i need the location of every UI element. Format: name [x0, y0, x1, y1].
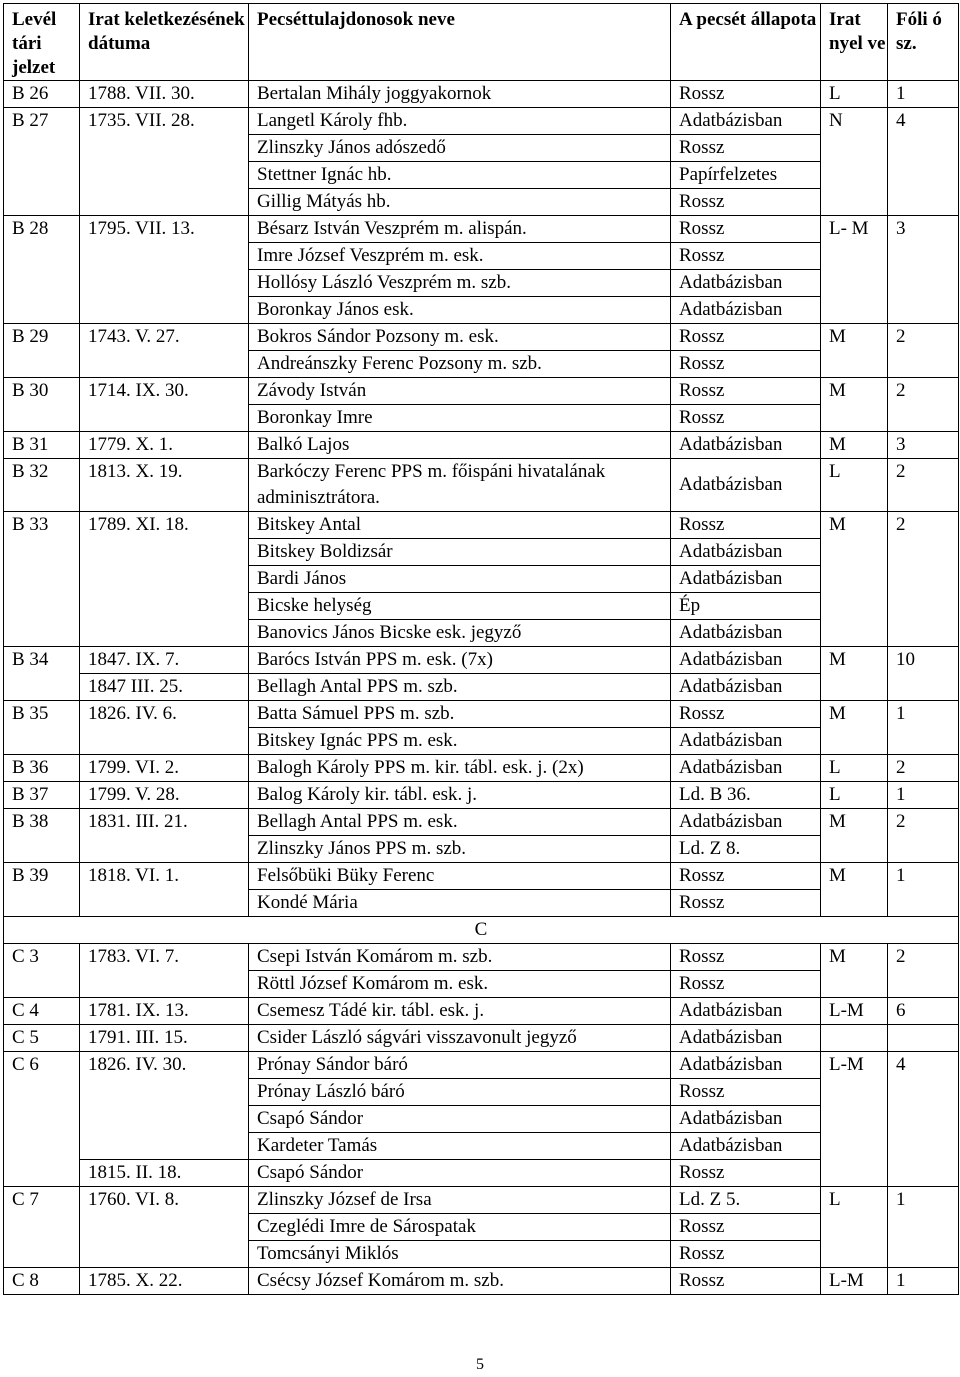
- cell-language: M: [821, 809, 888, 863]
- cell-seal-condition: Adatbázisban: [671, 755, 821, 782]
- cell-folio: 6: [888, 998, 959, 1025]
- cell-seal-condition: Rossz: [671, 243, 821, 270]
- cell-seal-owner: Balogh Károly PPS m. kir. tábl. esk. j. (2x): [249, 755, 671, 782]
- cell-date: 1799. VI. 2.: [80, 755, 249, 782]
- cell-date: 1743. V. 27.: [80, 324, 249, 378]
- cell-seal-owner: Bokros Sándor Pozsony m. esk.: [249, 324, 671, 351]
- cell-seal-condition: Rossz: [671, 944, 821, 971]
- cell-seal-condition: Ld. Z 8.: [671, 836, 821, 863]
- cell-seal-condition: Adatbázisban: [671, 728, 821, 755]
- cell-seal-owner: Barkóczy Ferenc PPS m. főispáni hivatalának adminisztrátora.: [249, 459, 671, 512]
- cell-seal-condition: Rossz: [671, 890, 821, 917]
- cell-date: 1795. VII. 13.: [80, 216, 249, 324]
- cell-date: 1760. VI. 8.: [80, 1187, 249, 1268]
- cell-date: 1826. IV. 30.: [80, 1052, 249, 1160]
- cell-seal-owner: Boronkay János esk.: [249, 297, 671, 324]
- cell-date: 1799. V. 28.: [80, 782, 249, 809]
- cell-seal-owner: Csapó Sándor: [249, 1106, 671, 1133]
- cell-seal-condition: Rossz: [671, 512, 821, 539]
- table-row: [4, 863, 959, 890]
- cell-call-number: B 38: [4, 809, 80, 863]
- cell-date: 1826. IV. 6.: [80, 701, 249, 755]
- header-row: [4, 4, 959, 81]
- cell-seal-owner: Röttl József Komárom m. esk.: [249, 971, 671, 998]
- header-date: Irat keletkezésének dátuma: [80, 4, 249, 81]
- cell-language: N: [821, 108, 888, 216]
- cell-seal-owner: Hollósy László Veszprém m. szb.: [249, 270, 671, 297]
- cell-seal-condition: Adatbázisban: [671, 539, 821, 566]
- cell-language: M: [821, 701, 888, 755]
- cell-seal-owner: Csemesz Tádé kir. tábl. esk. j.: [249, 998, 671, 1025]
- table-row: [4, 1052, 959, 1079]
- cell-seal-owner: Imre József Veszprém m. esk.: [249, 243, 671, 270]
- cell-seal-owner: Csepi István Komárom m. szb.: [249, 944, 671, 971]
- cell-call-number: B 29: [4, 324, 80, 378]
- cell-seal-condition: Adatbázisban: [671, 459, 821, 512]
- table-row: [4, 216, 959, 243]
- table-row: [4, 755, 959, 782]
- cell-language: L- M: [821, 216, 888, 324]
- cell-date: 1847. IX. 7.: [80, 647, 249, 674]
- table-row: [4, 378, 959, 405]
- cell-seal-condition: Adatbázisban: [671, 1133, 821, 1160]
- cell-seal-condition: Rossz: [671, 1268, 821, 1295]
- cell-seal-condition: Adatbázisban: [671, 1052, 821, 1079]
- cell-call-number: C 7: [4, 1187, 80, 1268]
- cell-folio: 1: [888, 81, 959, 108]
- cell-call-number: B 36: [4, 755, 80, 782]
- cell-seal-condition: Adatbázisban: [671, 674, 821, 701]
- cell-seal-condition: Adatbázisban: [671, 998, 821, 1025]
- cell-date: 1781. IX. 13.: [80, 998, 249, 1025]
- archive-table: [3, 3, 959, 1295]
- table-row: [4, 782, 959, 809]
- cell-seal-condition: Adatbázisban: [671, 108, 821, 135]
- cell-seal-condition: Rossz: [671, 378, 821, 405]
- table-row: [4, 1160, 959, 1187]
- cell-seal-condition: Adatbázisban: [671, 809, 821, 836]
- cell-call-number: B 31: [4, 432, 80, 459]
- cell-seal-owner: Bitskey Antal: [249, 512, 671, 539]
- cell-date: 1788. VII. 30.: [80, 81, 249, 108]
- table-row: [4, 324, 959, 351]
- cell-seal-condition: Rossz: [671, 405, 821, 432]
- cell-seal-condition: Adatbázisban: [671, 432, 821, 459]
- cell-language: L: [821, 459, 888, 512]
- cell-seal-owner: Prónay László báró: [249, 1079, 671, 1106]
- cell-language: L-M: [821, 1268, 888, 1295]
- cell-call-number: C 3: [4, 944, 80, 998]
- cell-call-number: B 35: [4, 701, 80, 755]
- table-row: [4, 432, 959, 459]
- cell-seal-owner: Bésarz István Veszprém m. alispán.: [249, 216, 671, 243]
- cell-seal-owner: Bitskey Ignác PPS m. esk.: [249, 728, 671, 755]
- cell-call-number: B 32: [4, 459, 80, 512]
- cell-seal-condition: Rossz: [671, 81, 821, 108]
- cell-seal-condition: Rossz: [671, 1241, 821, 1268]
- cell-date: 1847 III. 25.: [80, 674, 249, 701]
- table-row: [4, 81, 959, 108]
- cell-language: L-M: [821, 998, 888, 1025]
- cell-language: L: [821, 782, 888, 809]
- cell-folio: 2: [888, 809, 959, 863]
- cell-seal-condition: Adatbázisban: [671, 620, 821, 647]
- cell-seal-owner: Csapó Sándor: [249, 1160, 671, 1187]
- cell-language: M: [821, 647, 888, 701]
- cell-call-number: B 30: [4, 378, 80, 432]
- cell-folio: 1: [888, 701, 959, 755]
- cell-seal-condition: Rossz: [671, 351, 821, 378]
- cell-folio: 2: [888, 459, 959, 512]
- cell-seal-owner: Zlinszky József de Irsa: [249, 1187, 671, 1214]
- header-seal-owners: Pecséttulajdonosok neve: [249, 4, 671, 81]
- cell-seal-owner: Bardi János: [249, 566, 671, 593]
- cell-language: [821, 1025, 888, 1052]
- cell-date: 1789. XI. 18.: [80, 512, 249, 647]
- cell-folio: 3: [888, 432, 959, 459]
- cell-folio: 10: [888, 647, 959, 701]
- cell-seal-owner: Banovics János Bicske esk. jegyző: [249, 620, 671, 647]
- cell-date: 1815. II. 18.: [80, 1160, 249, 1187]
- cell-folio: 2: [888, 324, 959, 378]
- cell-date: 1791. III. 15.: [80, 1025, 249, 1052]
- cell-call-number: B 33: [4, 512, 80, 647]
- cell-seal-condition: Rossz: [671, 135, 821, 162]
- table-row: [4, 647, 959, 674]
- cell-folio: [888, 1025, 959, 1052]
- cell-call-number: C 6: [4, 1052, 80, 1187]
- cell-language: M: [821, 944, 888, 998]
- cell-call-number: C 8: [4, 1268, 80, 1295]
- cell-seal-owner: Bellagh Antal PPS m. esk.: [249, 809, 671, 836]
- table-header: [4, 4, 959, 81]
- cell-seal-owner: Balkó Lajos: [249, 432, 671, 459]
- cell-folio: 1: [888, 1187, 959, 1268]
- cell-date: 1831. III. 21.: [80, 809, 249, 863]
- header-folio: Fóli ó sz.: [888, 4, 959, 81]
- cell-date: 1818. VI. 1.: [80, 863, 249, 917]
- cell-date: 1813. X. 19.: [80, 459, 249, 512]
- header-call-number: Levél tári jelzet: [4, 4, 80, 81]
- cell-seal-owner: Zlinszky János adószedő: [249, 135, 671, 162]
- cell-seal-owner: Zlinszky János PPS m. szb.: [249, 836, 671, 863]
- cell-seal-owner: Gillig Mátyás hb.: [249, 189, 671, 216]
- cell-seal-owner: Bitskey Boldizsár: [249, 539, 671, 566]
- cell-folio: 3: [888, 216, 959, 324]
- cell-language: M: [821, 512, 888, 647]
- cell-date: 1785. X. 22.: [80, 1268, 249, 1295]
- cell-folio: 2: [888, 755, 959, 782]
- cell-seal-condition: Rossz: [671, 189, 821, 216]
- cell-folio: 2: [888, 944, 959, 998]
- table-row: [4, 998, 959, 1025]
- cell-seal-owner: Závody István: [249, 378, 671, 405]
- cell-folio: 4: [888, 1052, 959, 1187]
- table-row: [4, 809, 959, 836]
- table-row: [4, 917, 959, 944]
- cell-language: L-M: [821, 1052, 888, 1187]
- cell-seal-owner: Bicske helység: [249, 593, 671, 620]
- cell-language: L: [821, 1187, 888, 1268]
- cell-call-number: B 37: [4, 782, 80, 809]
- cell-seal-condition: Papírfelzetes: [671, 162, 821, 189]
- cell-seal-owner: Barócs István PPS m. esk. (7x): [249, 647, 671, 674]
- cell-seal-condition: Rossz: [671, 1214, 821, 1241]
- cell-folio: 2: [888, 378, 959, 432]
- cell-seal-owner: Boronkay Imre: [249, 405, 671, 432]
- cell-seal-owner: Bellagh Antal PPS m. szb.: [249, 674, 671, 701]
- cell-seal-owner: Langetl Károly fhb.: [249, 108, 671, 135]
- cell-seal-condition: Rossz: [671, 971, 821, 998]
- cell-seal-condition: Ld. B 36.: [671, 782, 821, 809]
- cell-call-number: B 28: [4, 216, 80, 324]
- cell-seal-condition: Adatbázisban: [671, 1025, 821, 1052]
- cell-seal-condition: Adatbázisban: [671, 647, 821, 674]
- cell-date: 1714. IX. 30.: [80, 378, 249, 432]
- cell-seal-owner: Czeglédi Imre de Sárospatak: [249, 1214, 671, 1241]
- cell-language: M: [821, 378, 888, 432]
- cell-seal-condition: Adatbázisban: [671, 566, 821, 593]
- cell-language: M: [821, 324, 888, 378]
- cell-folio: 1: [888, 1268, 959, 1295]
- section-heading: C: [4, 917, 959, 944]
- cell-seal-condition: Rossz: [671, 701, 821, 728]
- cell-call-number: C 4: [4, 998, 80, 1025]
- cell-folio: 1: [888, 863, 959, 917]
- cell-seal-condition: Adatbázisban: [671, 270, 821, 297]
- cell-folio: 2: [888, 512, 959, 647]
- table-row: [4, 108, 959, 135]
- table-body: [4, 81, 959, 1295]
- cell-seal-condition: Rossz: [671, 216, 821, 243]
- page-number: 5: [476, 1356, 484, 1373]
- table-row: [4, 674, 959, 701]
- cell-seal-owner: Tomcsányi Miklós: [249, 1241, 671, 1268]
- cell-date: 1779. X. 1.: [80, 432, 249, 459]
- table-row: [4, 1187, 959, 1214]
- cell-language: M: [821, 432, 888, 459]
- cell-seal-owner: Stettner Ignác hb.: [249, 162, 671, 189]
- table-row: [4, 1268, 959, 1295]
- cell-seal-condition: Rossz: [671, 1079, 821, 1106]
- cell-language: M: [821, 863, 888, 917]
- cell-seal-owner: Balog Károly kir. tábl. esk. j.: [249, 782, 671, 809]
- cell-seal-owner: Felsőbüki Büky Ferenc: [249, 863, 671, 890]
- table-row: [4, 512, 959, 539]
- cell-seal-condition: Ép: [671, 593, 821, 620]
- cell-seal-owner: Andreánszky Ferenc Pozsony m. szb.: [249, 351, 671, 378]
- cell-call-number: B 26: [4, 81, 80, 108]
- cell-seal-condition: Adatbázisban: [671, 1106, 821, 1133]
- table-row: [4, 1025, 959, 1052]
- cell-seal-owner: Csécsy József Komárom m. szb.: [249, 1268, 671, 1295]
- cell-language: L: [821, 81, 888, 108]
- cell-seal-owner: Bertalan Mihály joggyakornok: [249, 81, 671, 108]
- cell-seal-owner: Kondé Mária: [249, 890, 671, 917]
- cell-call-number: B 34: [4, 647, 80, 701]
- cell-call-number: C 5: [4, 1025, 80, 1052]
- table-row: [4, 459, 959, 512]
- table-row: [4, 944, 959, 971]
- cell-seal-condition: Rossz: [671, 863, 821, 890]
- cell-call-number: B 27: [4, 108, 80, 216]
- cell-seal-condition: Ld. Z 5.: [671, 1187, 821, 1214]
- cell-date: 1783. VI. 7.: [80, 944, 249, 998]
- table-row: [4, 701, 959, 728]
- header-language: Irat nyel ve: [821, 4, 888, 81]
- cell-seal-condition: Adatbázisban: [671, 297, 821, 324]
- cell-seal-condition: Rossz: [671, 1160, 821, 1187]
- header-seal-condition: A pecsét állapota: [671, 4, 821, 81]
- cell-seal-condition: Rossz: [671, 324, 821, 351]
- cell-seal-owner: Batta Sámuel PPS m. szb.: [249, 701, 671, 728]
- cell-seal-owner: Csider László ságvári visszavonult jegyző: [249, 1025, 671, 1052]
- cell-seal-owner: Kardeter Tamás: [249, 1133, 671, 1160]
- cell-date: 1735. VII. 28.: [80, 108, 249, 216]
- cell-language: L: [821, 755, 888, 782]
- cell-folio: 1: [888, 782, 959, 809]
- cell-folio: 4: [888, 108, 959, 216]
- cell-call-number: B 39: [4, 863, 80, 917]
- cell-seal-owner: Prónay Sándor báró: [249, 1052, 671, 1079]
